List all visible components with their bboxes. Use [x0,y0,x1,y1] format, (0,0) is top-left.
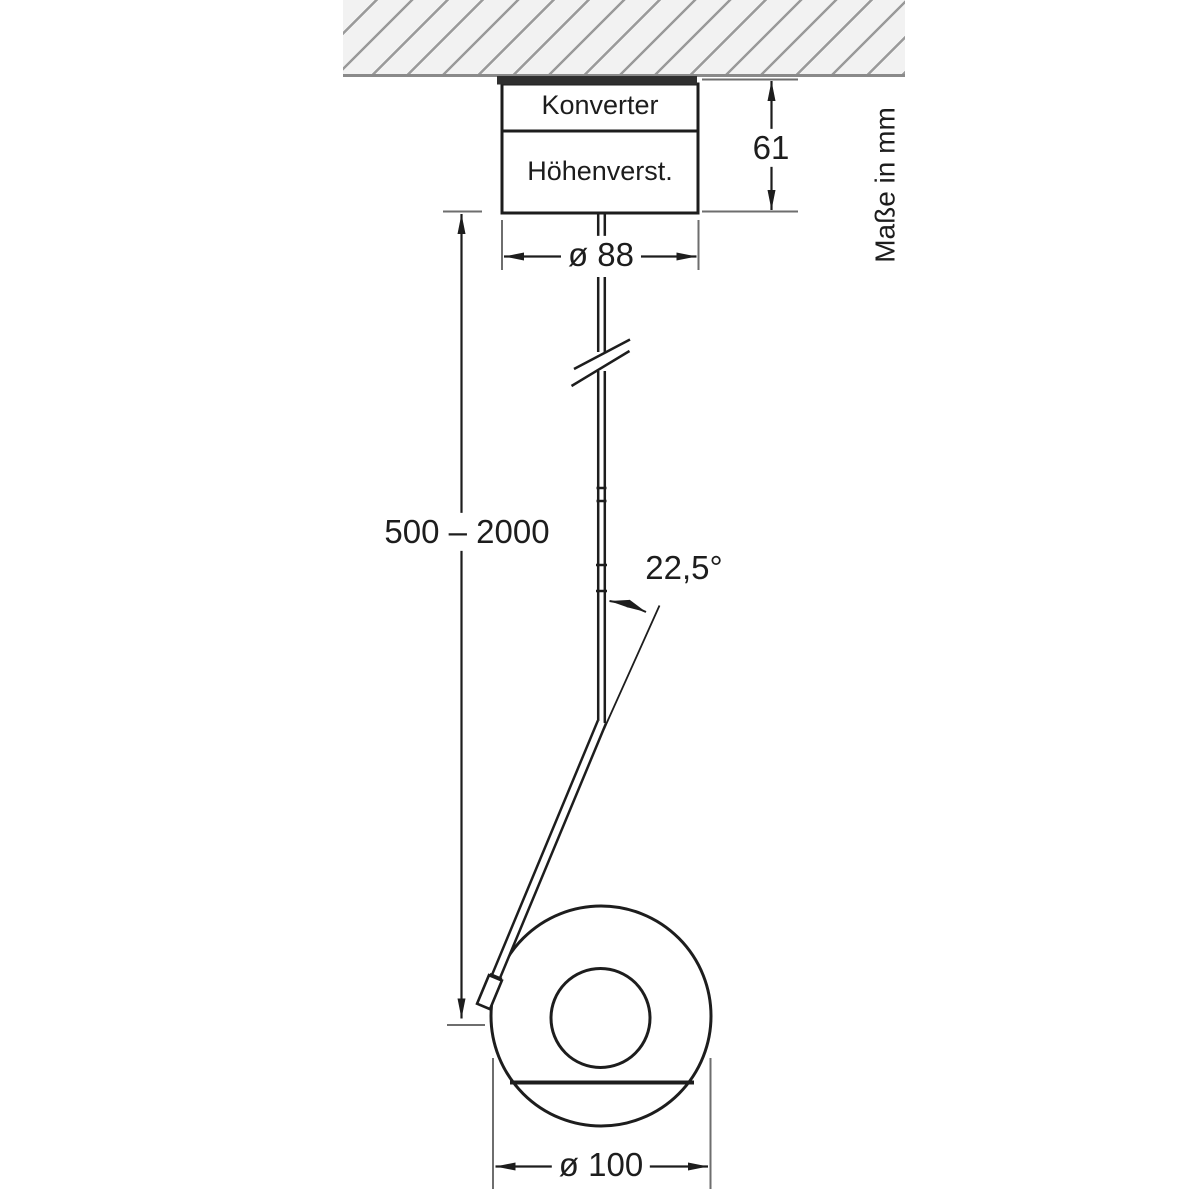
arm-body-mask [491,720,606,980]
units-note: Maße in mm [869,107,901,263]
dimension-text-canopy-height: 61 [746,129,797,167]
dimension-text-canopy-diameter: ø 88 [561,236,641,274]
canopy-top-label: Konverter [541,90,659,121]
rod-break-symbol [572,340,631,387]
lamp-lens-inner-circle [551,969,650,1068]
dimension-text-tilt-angle: 22,5° [645,548,723,586]
dimension-text-suspension-range: 500 – 2000 [377,513,556,551]
canopy-bottom-label: Höhenverst. [527,156,673,187]
lamp-head [491,906,711,1126]
dimension-text-head-diameter: ø 100 [552,1146,650,1184]
tilted-arm [477,719,608,1009]
angle-reference-line [604,606,660,730]
ceiling-mounting-plate [497,76,697,85]
suspension-rod [596,215,607,724]
lamp-housing-circle [491,906,711,1126]
angle-arc-arrow [610,601,647,612]
dimension-500-2000 [443,212,485,1026]
tilt-angle-annotation [604,601,660,729]
arm-end-block [477,975,502,1009]
